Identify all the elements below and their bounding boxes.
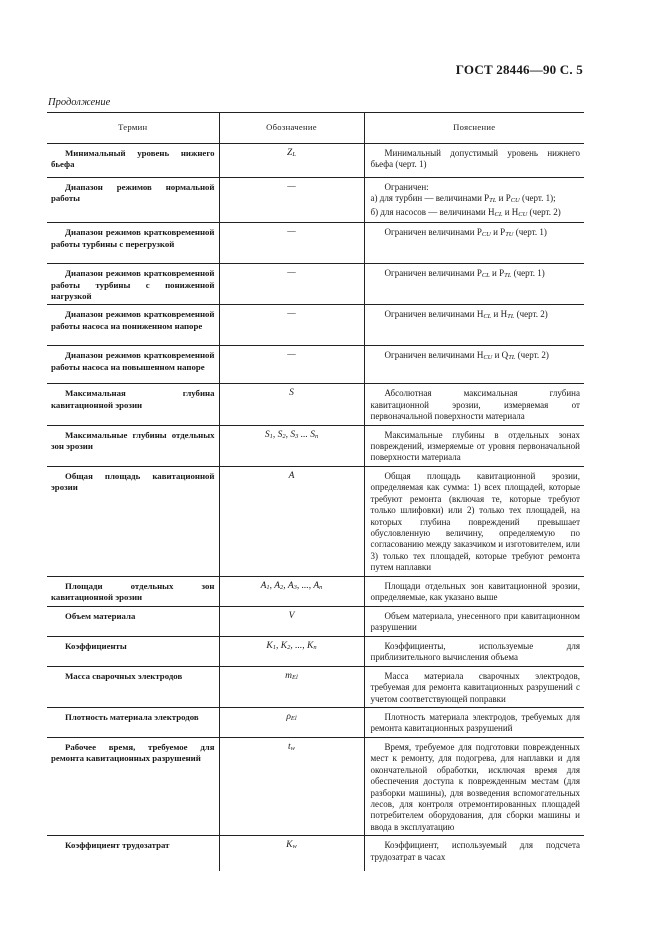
symbol-cell: A — [219, 466, 364, 576]
symbol-cell — [219, 144, 364, 178]
symbol-cell: — — [219, 305, 364, 346]
term-cell: Плотность материала электродов — [47, 707, 219, 737]
symbol-cell: Kw — [219, 836, 364, 871]
explanation-cell: Минимальный допустимый уровень нижнего бьефа (черт. 1) — [364, 144, 584, 178]
symbol-subscript: L — [292, 151, 296, 158]
term-cell: Максимальная глубина кавитационной эрозии — [47, 384, 219, 425]
term-cell: Диапазон режимов кратковременной работы насоса на повышенном напоре — [47, 346, 219, 384]
terms-table — [47, 112, 584, 871]
term-cell: Площади отдельных зон кавитационной эрозии — [47, 576, 219, 606]
explanation-cell: Масса материала сварочных электродов, требуемая для ремонта кавитационных разрушений с учетом соответствующей поправки — [364, 666, 584, 707]
symbol-cell: S1, S2, S3 ... Sn — [219, 425, 364, 466]
term-cell: Общая площадь кавитационной эрозии — [47, 466, 219, 576]
symbol-cell: ρEl — [219, 707, 364, 737]
table-row — [47, 707, 584, 737]
explanation-cell: Коэффициенты, используемые для приблизительного вычисления объема — [364, 636, 584, 666]
explanation-item-b: б) для насосов — величинами HCL и HCU (черт. 2) — [370, 206, 561, 218]
symbol-cell: — — [219, 346, 364, 384]
symbol-cell: mEl — [219, 666, 364, 707]
explanation-cell: Время, требуемое для подготовки поврежденных мест к ремонту, для подогрева, для наплавки и для окончательной обработки, исключая время для обеспечения доступа к поврежденным местам (для разборки машины), для возведения вспомогательных лесов, для контроля отремонтированных площадей потребителем оборудования, для сборки машины и ввода в эксплуатацию — [364, 737, 584, 835]
table-row — [47, 737, 584, 835]
term-cell: Диапазон режимов нормальной работы — [47, 178, 219, 223]
column-header-term: Термин — [47, 113, 219, 144]
explanation-cell: Плотность материала электродов, требуемых для ремонта кавитационных разрушений — [364, 707, 584, 737]
explanation-cell: Ограничен величинами PCU и PTU (черт. 1) — [364, 223, 584, 264]
symbol-cell: — — [219, 264, 364, 305]
symbol-cell: K1, K2, ..., Kn — [219, 636, 364, 666]
page-header: ГОСТ 28446—90 С. 5 — [455, 62, 583, 77]
table-row — [47, 346, 584, 384]
column-header-symbol: Обозначение — [219, 113, 364, 144]
symbol-cell: — — [219, 223, 364, 264]
explanation-item-a: а) для турбин — величинами PTL и PCU (черт. 1); — [370, 193, 556, 205]
column-header-explanation: Пояснение — [364, 113, 584, 144]
table-row — [47, 144, 584, 178]
explanation-cell: Объем материала, унесенного при кавитационном разрушении — [364, 606, 584, 636]
table-row — [47, 384, 584, 425]
table-row — [47, 836, 584, 871]
table-row — [47, 466, 584, 576]
term-cell: Масса сварочных электродов — [47, 666, 219, 707]
table-row — [47, 606, 584, 636]
explanation-cell: Ограничен величинами PCL и PTL (черт. 1) — [364, 264, 584, 305]
explanation-cell — [364, 178, 584, 223]
table-row — [47, 305, 584, 346]
table-header-row — [47, 113, 584, 144]
term-cell: Диапазон режимов кратковременной работы турбины с пониженной нагрузкой — [47, 264, 219, 305]
table-row — [47, 576, 584, 606]
symbol-cell: V — [219, 606, 364, 636]
table-row — [47, 264, 584, 305]
table-row — [47, 425, 584, 466]
explanation-cell: Ограничен величинами HCU и QTL (черт. 2) — [364, 346, 584, 384]
term-cell: Коэффициент трудозатрат — [47, 836, 219, 871]
symbol-text: Z — [287, 148, 293, 158]
symbol-cell: tw — [219, 737, 364, 835]
explanation-cell: Общая площадь кавитационной эрозии, определяемая как сумма: 1) всех площадей, которые требуют ремонта (включая те, которые требуют только шлифовки) или 2) только тех площадей, на которых глубина повреждений превышает обусловленную величину, определяемую по согласованию между заказчиком и изготовителем, или 3) только тех площадей, которые требуют ремонта путем наплавки — [364, 466, 584, 576]
explanation-cell: Площади отдельных зон кавитационной эрозии, определяемые, как указано выше — [364, 576, 584, 606]
term-cell: Коэффициенты — [47, 636, 219, 666]
explanation-cell: Коэффициент, используемый для подсчета трудозатрат в часах — [364, 836, 584, 871]
term-cell: Диапазон режимов кратковременной работы насоса на пониженном напоре — [47, 305, 219, 346]
table-row — [47, 666, 584, 707]
symbol-cell: A1, A2, A3, ..., An — [219, 576, 364, 606]
term-cell: Максимальные глубины отдельных зон эрозии — [47, 425, 219, 466]
term-cell: Рабочее время, требуемое для ремонта кавитационных разрушений — [47, 737, 219, 835]
symbol-cell: S — [219, 384, 364, 425]
explanation-cell: Максимальные глубины в отдельных зонах повреждений, измеряемые от уровня первоначальной поверхности материала — [364, 425, 584, 466]
explanation-cell: Ограничен величинами HCL и HTL (черт. 2) — [364, 305, 584, 346]
table-row — [47, 178, 584, 223]
term-cell: Диапазон режимов кратковременной работы турбины с перегрузкой — [47, 223, 219, 264]
symbol-cell: — — [219, 178, 364, 223]
continuation-label: Продолжение — [48, 97, 111, 108]
table-row — [47, 636, 584, 666]
explanation-cell: Абсолютная максимальная глубина кавитационной эрозии, измеряемая от первоначальной поверхности материала — [364, 384, 584, 425]
table-row — [47, 223, 584, 264]
term-cell: Минимальный уровень нижнего бьефа — [47, 144, 219, 178]
explanation-intro: Ограничен: — [384, 182, 429, 192]
term-cell: Объем материала — [47, 606, 219, 636]
